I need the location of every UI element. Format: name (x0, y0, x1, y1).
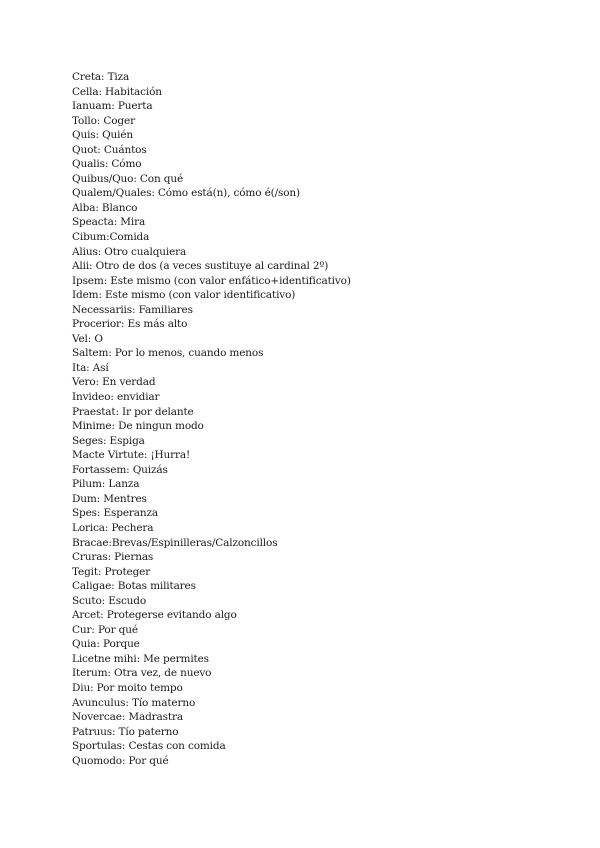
vocab-entry: Quis: Quién (72, 129, 134, 142)
vocab-entry: Alba: Blanco (72, 201, 138, 214)
vocab-entry: Caligae: Botas militares (72, 580, 196, 593)
vocab-entry: Spes: Esperanza (72, 507, 158, 520)
vocab-entry: Seges: Espiga (72, 434, 145, 447)
vocab-entry: Ipsem: Este mismo (con valor enfático+identificativo) (72, 274, 351, 287)
vocab-entry: Minime: De ningun modo (72, 420, 204, 433)
vocab-entry: Creta: Tiza (72, 71, 130, 83)
vocab-entry: Saltem: Por lo menos, cuando menos (72, 347, 264, 360)
vocab-entry: Sportulas: Cestas con comida (72, 740, 226, 753)
vocab-entry: Fortassem: Quizás (72, 463, 168, 476)
vocab-entry: Bracae:Brevas/Espinilleras/Calzoncillos (72, 536, 278, 549)
vocab-entry: Invideo: envidiar (72, 391, 160, 404)
vocab-entry: Vel: O (72, 332, 103, 345)
vocab-entry: Licetne mihi: Me permites (72, 652, 209, 665)
vocab-entry: Patruus: Tío paterno (72, 725, 179, 738)
vocab-entry: Scuto: Escudo (72, 594, 147, 607)
vocab-entry: Qualis: Cómo (72, 158, 142, 171)
vocab-entry: Vero: En verdad (72, 376, 156, 389)
vocab-entry: Arcet: Protegerse evitando algo (72, 609, 237, 622)
vocab-entry: Tegit: Proteger (72, 565, 151, 578)
vocab-entry: Quibus/Quo: Con qué (72, 172, 184, 185)
vocab-entry: Cibum:Comida (72, 231, 150, 244)
vocab-entry: Avunculus: Tío materno (72, 696, 196, 709)
vocab-entry: Procerior: Es más alto (72, 318, 188, 331)
vocab-entry: Diu: Por moito tempo (72, 681, 183, 694)
vocab-entry: Praestat: Ir por delante (72, 405, 194, 418)
vocab-entry: Lorica: Pechera (72, 521, 154, 534)
vocab-entry: Speacta: Mira (72, 216, 146, 229)
vocab-entry: Quot: Cuántos (72, 143, 147, 156)
vocab-entry: Necessariis: Familiares (72, 303, 193, 316)
vocab-entry: Idem: Este mismo (con valor identificativo) (72, 289, 296, 302)
vocab-entry: Cella: Habitación (72, 85, 162, 98)
vocab-entry: Macte Virtute: ¡Hurra! (72, 449, 191, 462)
vocab-entry: Cur: Por qué (72, 623, 138, 636)
vocab-entry: Dum: Mentres (72, 492, 147, 505)
vocab-entry: Cruras: Piernas (72, 551, 154, 564)
vocab-entry: Novercae: Madrastra (72, 711, 183, 724)
vocab-entry: Ita: Así (72, 361, 109, 374)
vocab-entry: Ianuam: Puerta (72, 100, 153, 113)
vocab-entry: Iterum: Otra vez, de nuevo (72, 667, 212, 680)
vocab-entry: Alius: Otro cualquiera (72, 245, 187, 258)
vocab-entry: Pilum: Lanza (72, 478, 140, 491)
vocab-entry: Qualem/Quales: Cómo está(n), cómo é(/son) (72, 187, 300, 200)
vocabulary-list (72, 70, 552, 768)
vocab-entry: Quia: Porque (72, 638, 140, 651)
vocab-entry: Quomodo: Por qué (72, 754, 169, 767)
vocab-entry: Tollo: Coger (72, 114, 135, 127)
vocab-entry: Alii: Otro de dos (a veces sustituye al cardinal 2º) (72, 260, 329, 273)
